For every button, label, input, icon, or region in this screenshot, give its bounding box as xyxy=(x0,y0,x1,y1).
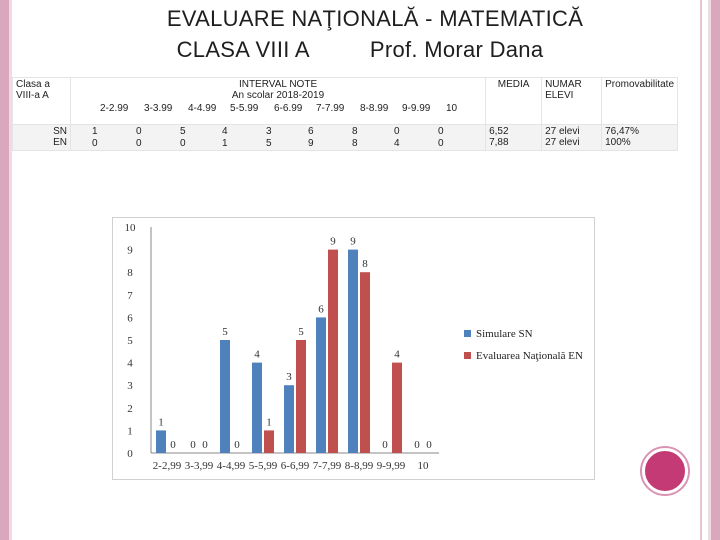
media-header-cell xyxy=(486,78,542,125)
slide-title: EVALUARE NAŢIONALĂ - MATEMATICĂ xyxy=(166,6,584,31)
decor-circle xyxy=(642,448,688,494)
count-value: 0 xyxy=(394,126,400,137)
teacher-name: Prof. Morar Dana xyxy=(369,37,544,62)
bar xyxy=(296,340,306,453)
y-tick-label: 6 xyxy=(127,312,133,325)
data-label: 0 xyxy=(202,439,208,451)
data-label: 5 xyxy=(298,326,304,338)
legend-swatch xyxy=(464,352,471,359)
right-decor-line xyxy=(700,0,702,540)
promov-header: Promovabilitate xyxy=(605,79,674,90)
count-value: 5 xyxy=(266,138,272,149)
slide-subtitle xyxy=(0,37,720,63)
data-label: 4 xyxy=(254,348,260,361)
range-label: 6-6.99 xyxy=(274,103,303,114)
count-value: 1 xyxy=(92,126,98,137)
bar xyxy=(328,250,338,453)
data-label: 0 xyxy=(170,439,176,451)
y-tick-label: 5 xyxy=(127,335,133,347)
promov-value: 76,47% xyxy=(605,126,639,137)
x-tick-label: 8-8,99 xyxy=(344,460,374,472)
data-label: 6 xyxy=(318,303,324,316)
left-decor-bar xyxy=(0,0,9,540)
data-label: 0 xyxy=(234,439,240,451)
legend-swatch xyxy=(464,330,471,337)
promov-cell xyxy=(602,125,678,151)
count-value: 4 xyxy=(394,138,400,149)
count-value: 8 xyxy=(352,138,358,149)
count-value: 1 xyxy=(222,138,228,149)
data-label: 0 xyxy=(190,439,196,451)
row-label: SN xyxy=(53,126,67,137)
range-label: 2-2.99 xyxy=(100,103,129,114)
bar xyxy=(264,430,274,453)
elevi-header-cell xyxy=(542,78,602,125)
count-value: 4 xyxy=(222,126,228,137)
x-tick-label: 7-7,99 xyxy=(312,460,342,472)
y-tick-label: 3 xyxy=(127,380,133,393)
data-label: 4 xyxy=(394,348,400,361)
range-label: 4-4.99 xyxy=(188,103,217,114)
elevi-cell xyxy=(542,125,602,151)
count-value: 6 xyxy=(308,126,314,137)
bar xyxy=(392,363,402,453)
interval-title: INTERVAL NOTE xyxy=(238,79,318,90)
y-tick-label: 9 xyxy=(127,244,133,257)
count-value: 8 xyxy=(352,126,358,137)
year-label: An scolar 2018-2019 xyxy=(231,90,325,101)
x-tick-label: 9-9,99 xyxy=(376,460,406,472)
counts-cell xyxy=(71,125,486,151)
bar xyxy=(220,340,230,453)
y-tick-label: 0 xyxy=(127,448,133,460)
y-tick-label: 8 xyxy=(127,267,133,280)
range-label: 10 xyxy=(446,103,458,114)
class-header: Clasa a VIII-a A xyxy=(16,79,50,101)
range-label: 5-5.99 xyxy=(230,103,259,114)
data-label: 3 xyxy=(286,371,292,384)
table-header-row xyxy=(13,78,678,125)
range-label: 9-9.99 xyxy=(402,103,431,114)
count-value: 0 xyxy=(92,138,98,149)
media-header: MEDIA xyxy=(497,79,530,90)
data-label: 0 xyxy=(414,439,420,451)
data-label: 9 xyxy=(350,235,356,248)
bar-chart xyxy=(112,217,595,480)
interval-header-cell xyxy=(71,78,486,125)
row-label-cell xyxy=(13,125,71,151)
data-label: 9 xyxy=(330,235,336,248)
elevi-header: NUMAR ELEVI xyxy=(545,79,582,101)
y-tick-label: 7 xyxy=(127,289,133,302)
x-tick-label: 4-4,99 xyxy=(216,460,246,472)
data-label: 0 xyxy=(426,439,432,451)
count-value: 0 xyxy=(136,126,142,137)
media-cell xyxy=(486,125,542,151)
data-label: 0 xyxy=(382,439,388,451)
bar xyxy=(316,317,326,453)
y-tick-label: 4 xyxy=(127,357,133,370)
count-value: 3 xyxy=(266,126,272,137)
elevi-value: 27 elevi xyxy=(545,126,580,137)
range-label: 8-8.99 xyxy=(360,103,389,114)
results-table xyxy=(12,77,678,151)
x-tick-label: 5-5,99 xyxy=(248,460,278,472)
bar xyxy=(252,363,262,453)
class-name: CLASA VIII A xyxy=(176,37,310,62)
promov-value: 100% xyxy=(605,137,631,148)
count-value: 0 xyxy=(136,138,142,149)
count-value: 0 xyxy=(180,138,186,149)
x-tick-label: 10 xyxy=(417,460,429,472)
media-value: 6,52 xyxy=(489,126,509,137)
count-value: 0 xyxy=(438,138,444,149)
bar xyxy=(156,430,166,453)
count-value: 5 xyxy=(180,126,186,137)
legend-label: Simulare SN xyxy=(476,328,533,340)
x-tick-label: 3-3,99 xyxy=(184,460,214,472)
range-label: 7-7.99 xyxy=(316,103,345,114)
elevi-value: 27 elevi xyxy=(545,137,580,148)
y-tick-label: 2 xyxy=(127,402,133,415)
x-tick-label: 2-2,99 xyxy=(152,460,182,472)
count-value: 0 xyxy=(438,126,444,137)
y-tick-label: 10 xyxy=(124,222,136,234)
class-header-cell xyxy=(13,78,71,125)
bar xyxy=(348,250,358,453)
media-value: 7,88 xyxy=(489,137,509,148)
promov-header-cell xyxy=(602,78,678,125)
legend-label: Evaluarea Naţională EN xyxy=(476,350,583,362)
row-label: EN xyxy=(53,137,67,148)
data-label: 1 xyxy=(158,416,164,429)
bar xyxy=(360,272,370,453)
range-label: 3-3.99 xyxy=(144,103,173,114)
bar xyxy=(284,385,294,453)
data-label: 5 xyxy=(222,326,228,338)
y-tick-label: 1 xyxy=(127,425,133,438)
table-row xyxy=(13,125,678,151)
count-value: 9 xyxy=(308,138,314,149)
data-label: 1 xyxy=(266,416,272,429)
data-label: 8 xyxy=(362,258,368,271)
x-tick-label: 6-6,99 xyxy=(280,460,310,472)
right-decor-bar xyxy=(711,0,720,540)
